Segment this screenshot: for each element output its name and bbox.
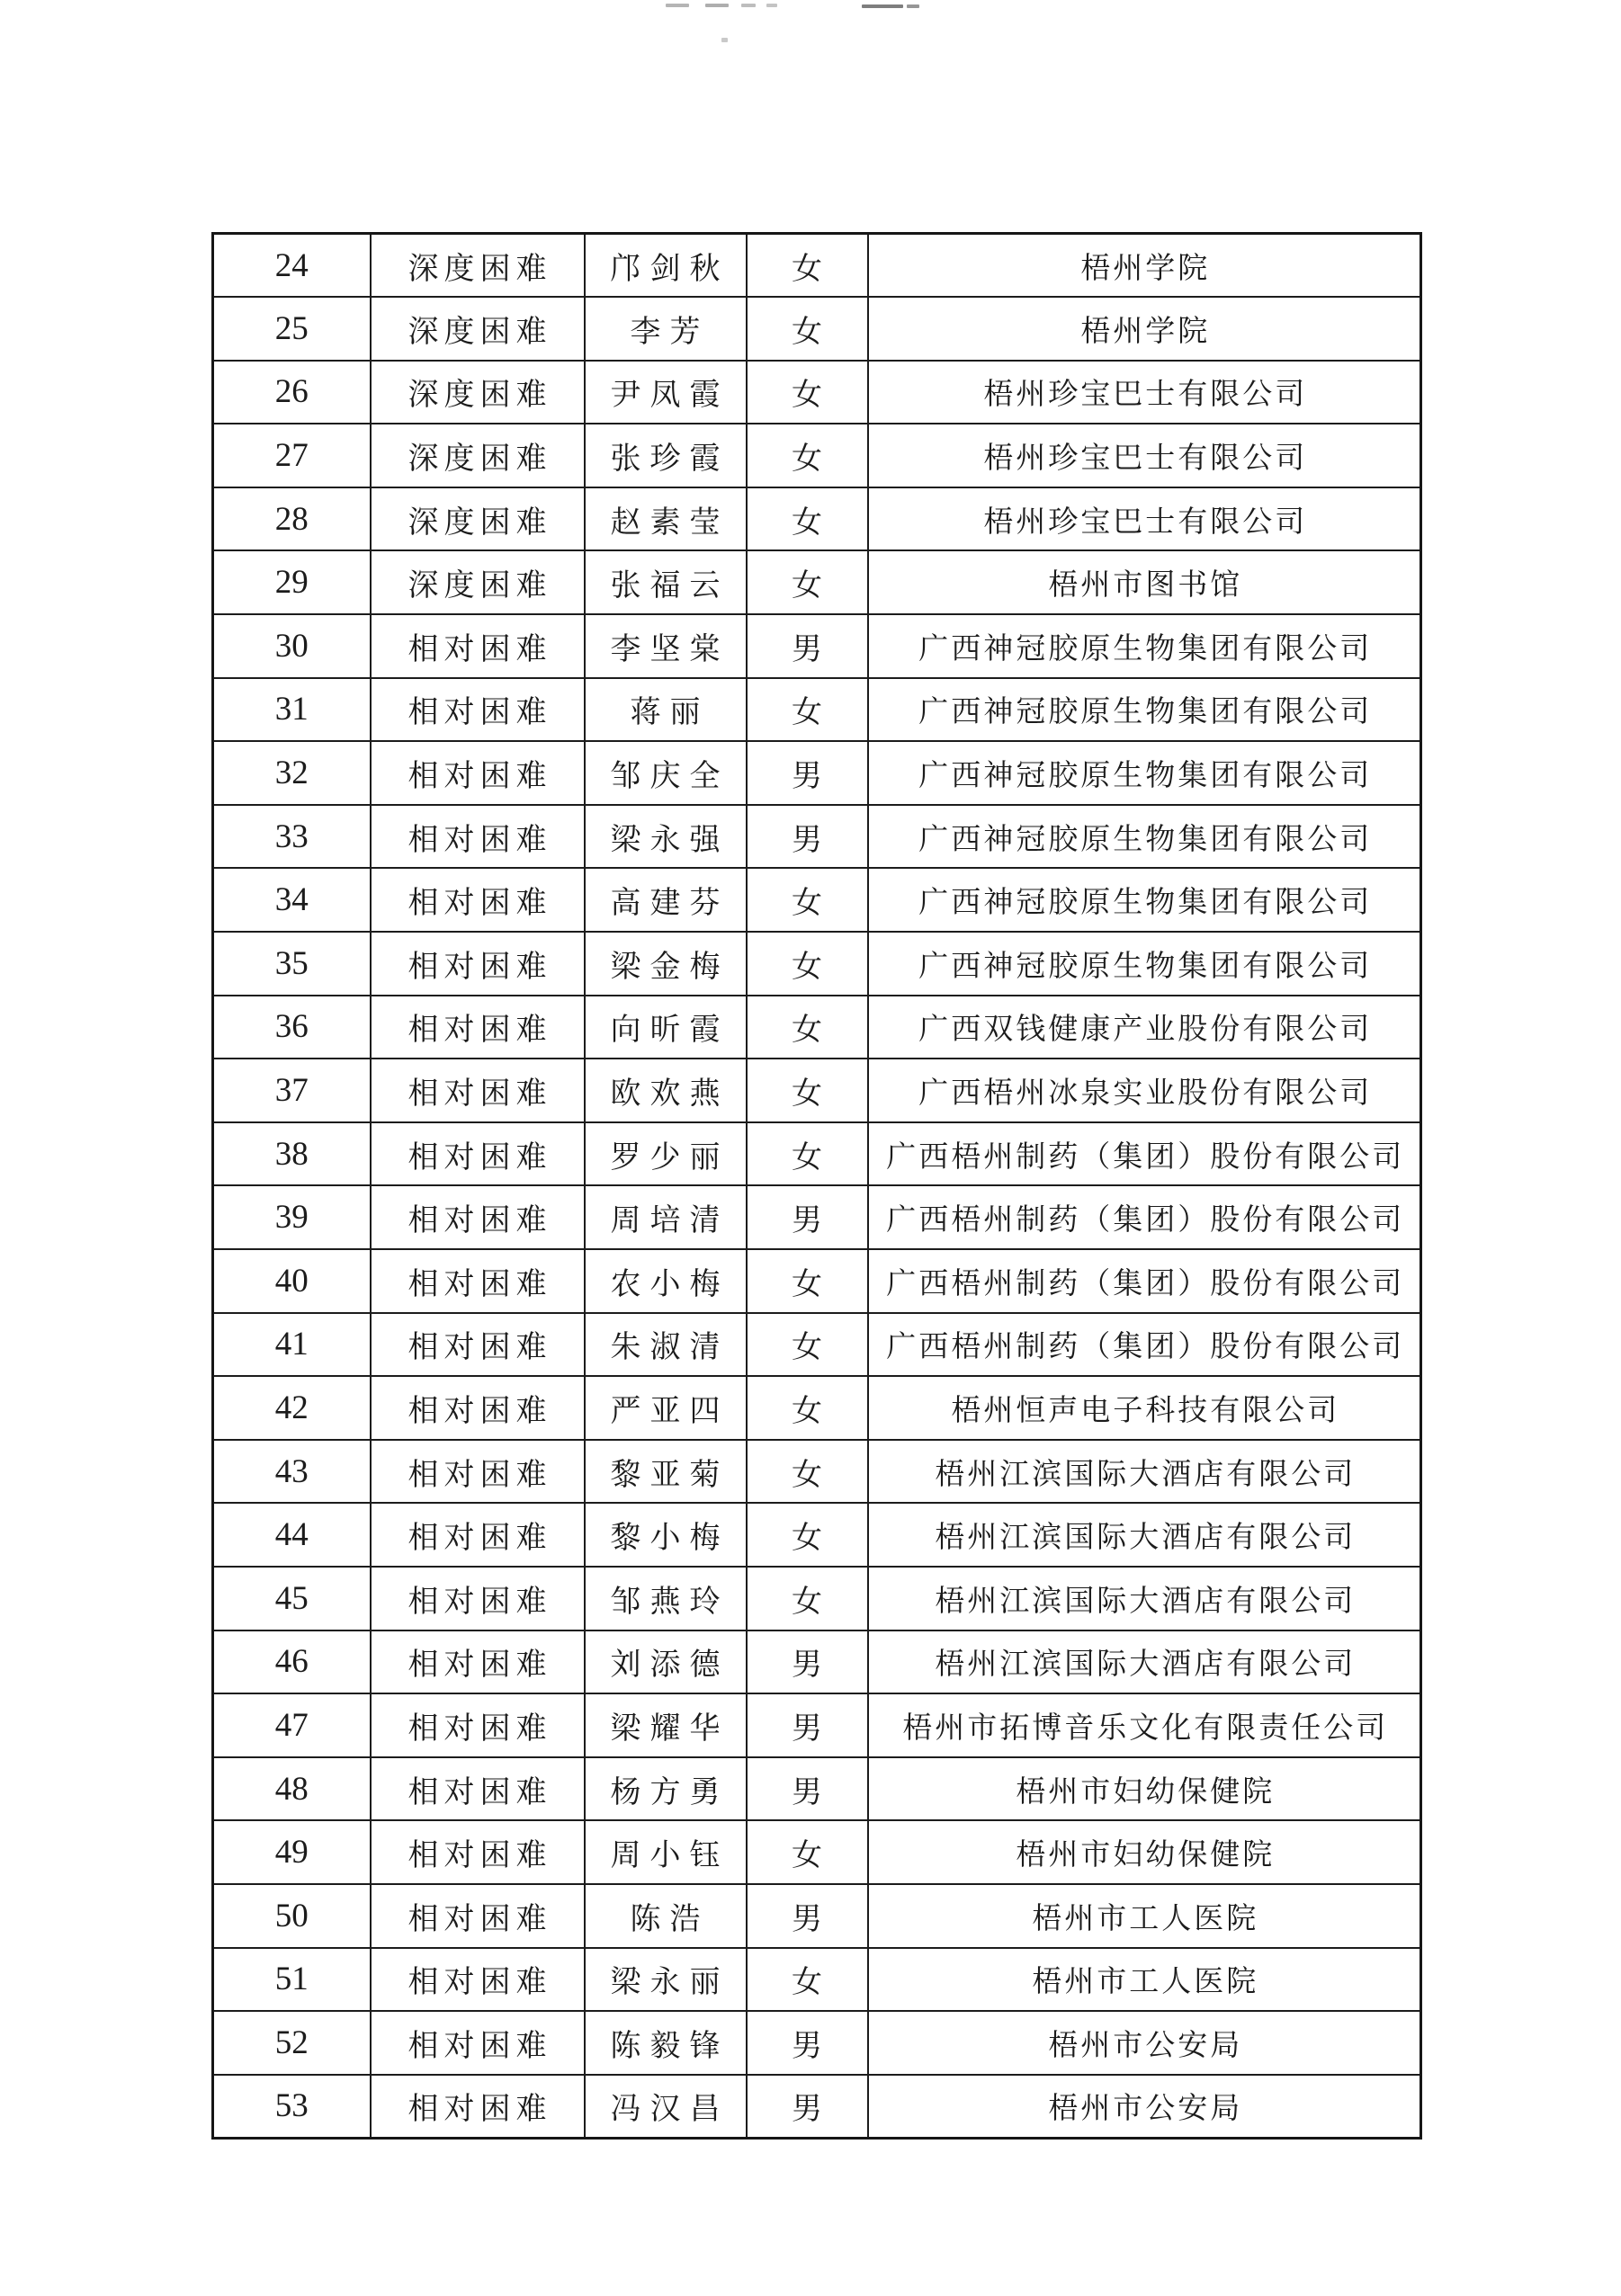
- cell-category: 相对困难: [371, 1884, 585, 1948]
- table-row: [213, 1757, 1421, 1821]
- table-row: [213, 868, 1421, 932]
- cell-name: 梁永丽: [585, 1948, 747, 2012]
- cell-gender: 女: [747, 424, 868, 487]
- cell-employer: 梧州江滨国际大酒店有限公司: [868, 1503, 1421, 1567]
- cell-name: 邹庆全: [585, 741, 747, 805]
- cell-number: 53: [213, 2075, 371, 2139]
- cell-employer: 梧州市妇幼保健院: [868, 1820, 1421, 1884]
- cell-category: 深度困难: [371, 487, 585, 551]
- cell-category: 相对困难: [371, 1440, 585, 1504]
- cell-employer: 梧州市图书馆: [868, 550, 1421, 614]
- cell-number: 42: [213, 1376, 371, 1440]
- cell-number: 40: [213, 1249, 371, 1313]
- table-row: [213, 424, 1421, 487]
- table-row: [213, 614, 1421, 678]
- table-row: [213, 1503, 1421, 1567]
- cell-category: 相对困难: [371, 1122, 585, 1186]
- cell-employer: 梧州学院: [868, 234, 1421, 298]
- cell-name: 李坚棠: [585, 614, 747, 678]
- table-body: [213, 234, 1421, 2139]
- cell-number: 45: [213, 1567, 371, 1630]
- table-row: [213, 741, 1421, 805]
- cell-employer: 梧州学院: [868, 297, 1421, 361]
- cell-gender: 女: [747, 487, 868, 551]
- cell-gender: 男: [747, 2011, 868, 2075]
- cell-number: 49: [213, 1820, 371, 1884]
- cell-employer: 梧州市工人医院: [868, 1884, 1421, 1948]
- cell-gender: 女: [747, 297, 868, 361]
- cell-name: 陈浩: [585, 1884, 747, 1948]
- cell-number: 25: [213, 297, 371, 361]
- table-row: [213, 1884, 1421, 1948]
- cell-employer: 广西神冠胶原生物集团有限公司: [868, 932, 1421, 996]
- cell-employer: 广西梧州制药（集团）股份有限公司: [868, 1313, 1421, 1377]
- cell-employer: 广西双钱健康产业股份有限公司: [868, 996, 1421, 1059]
- cell-employer: 梧州江滨国际大酒店有限公司: [868, 1630, 1421, 1694]
- table-row: [213, 1313, 1421, 1377]
- cell-employer: 广西神冠胶原生物集团有限公司: [868, 614, 1421, 678]
- cell-employer: 广西梧州冰泉实业股份有限公司: [868, 1059, 1421, 1122]
- cell-number: 37: [213, 1059, 371, 1122]
- cell-gender: 女: [747, 1948, 868, 2012]
- table-row: [213, 996, 1421, 1059]
- cell-category: 相对困难: [371, 805, 585, 869]
- cell-name: 陈毅锋: [585, 2011, 747, 2075]
- cell-employer: 梧州市工人医院: [868, 1948, 1421, 2012]
- cell-category: 相对困难: [371, 1503, 585, 1567]
- cell-number: 35: [213, 932, 371, 996]
- cell-number: 50: [213, 1884, 371, 1948]
- cell-employer: 梧州江滨国际大酒店有限公司: [868, 1440, 1421, 1504]
- cell-name: 蒋丽: [585, 678, 747, 742]
- cell-gender: 男: [747, 614, 868, 678]
- cell-number: 36: [213, 996, 371, 1059]
- scan-artifact: [721, 38, 728, 42]
- cell-gender: 男: [747, 1693, 868, 1757]
- cell-category: 深度困难: [371, 234, 585, 298]
- cell-category: 相对困难: [371, 741, 585, 805]
- cell-category: 相对困难: [371, 1567, 585, 1630]
- cell-category: 相对困难: [371, 1630, 585, 1694]
- table-row: [213, 1059, 1421, 1122]
- table-row: [213, 1440, 1421, 1504]
- table-row: [213, 1693, 1421, 1757]
- cell-category: 深度困难: [371, 424, 585, 487]
- cell-number: 30: [213, 614, 371, 678]
- cell-gender: 男: [747, 805, 868, 869]
- cell-gender: 女: [747, 1440, 868, 1504]
- cell-number: 47: [213, 1693, 371, 1757]
- cell-category: 相对困难: [371, 1185, 585, 1249]
- cell-name: 邝剑秋: [585, 234, 747, 298]
- cell-name: 刘添德: [585, 1630, 747, 1694]
- table-row: [213, 487, 1421, 551]
- cell-category: 相对困难: [371, 1376, 585, 1440]
- cell-number: 29: [213, 550, 371, 614]
- cell-employer: 梧州市公安局: [868, 2075, 1421, 2139]
- cell-number: 33: [213, 805, 371, 869]
- cell-gender: 女: [747, 1249, 868, 1313]
- cell-category: 相对困难: [371, 1948, 585, 2012]
- cell-category: 深度困难: [371, 550, 585, 614]
- cell-employer: 广西梧州制药（集团）股份有限公司: [868, 1185, 1421, 1249]
- cell-gender: 男: [747, 1757, 868, 1821]
- cell-number: 38: [213, 1122, 371, 1186]
- cell-number: 44: [213, 1503, 371, 1567]
- cell-employer: 广西梧州制药（集团）股份有限公司: [868, 1249, 1421, 1313]
- cell-number: 32: [213, 741, 371, 805]
- table-row: [213, 550, 1421, 614]
- cell-number: 51: [213, 1948, 371, 2012]
- cell-name: 梁永强: [585, 805, 747, 869]
- cell-name: 李芳: [585, 297, 747, 361]
- cell-category: 相对困难: [371, 1693, 585, 1757]
- cell-employer: 梧州珍宝巴士有限公司: [868, 361, 1421, 424]
- cell-gender: 女: [747, 1567, 868, 1630]
- cell-name: 张珍霞: [585, 424, 747, 487]
- cell-name: 梁耀华: [585, 1693, 747, 1757]
- cell-name: 农小梅: [585, 1249, 747, 1313]
- table-row: [213, 234, 1421, 298]
- cell-employer: 梧州市拓博音乐文化有限责任公司: [868, 1693, 1421, 1757]
- cell-name: 黎亚菊: [585, 1440, 747, 1504]
- cell-employer: 广西神冠胶原生物集团有限公司: [868, 868, 1421, 932]
- cell-name: 赵素莹: [585, 487, 747, 551]
- cell-number: 26: [213, 361, 371, 424]
- table-row: [213, 1820, 1421, 1884]
- scan-artifact: [766, 4, 777, 7]
- cell-name: 梁金梅: [585, 932, 747, 996]
- table-row: [213, 805, 1421, 869]
- scan-artifact: [666, 4, 689, 7]
- cell-number: 41: [213, 1313, 371, 1377]
- cell-number: 52: [213, 2011, 371, 2075]
- cell-name: 杨方勇: [585, 1757, 747, 1821]
- cell-category: 相对困难: [371, 1820, 585, 1884]
- cell-name: 高建芬: [585, 868, 747, 932]
- table-row: [213, 297, 1421, 361]
- table-row: [213, 1185, 1421, 1249]
- table-row: [213, 1630, 1421, 1694]
- cell-name: 朱淑清: [585, 1313, 747, 1377]
- scan-artifact: [862, 4, 903, 8]
- cell-employer: 广西神冠胶原生物集团有限公司: [868, 741, 1421, 805]
- cell-gender: 男: [747, 741, 868, 805]
- cell-number: 24: [213, 234, 371, 298]
- cell-employer: 梧州珍宝巴士有限公司: [868, 424, 1421, 487]
- cell-gender: 女: [747, 1059, 868, 1122]
- cell-employer: 广西神冠胶原生物集团有限公司: [868, 678, 1421, 742]
- cell-gender: 女: [747, 1313, 868, 1377]
- cell-number: 46: [213, 1630, 371, 1694]
- cell-category: 相对困难: [371, 1757, 585, 1821]
- cell-number: 28: [213, 487, 371, 551]
- cell-gender: 女: [747, 234, 868, 298]
- cell-number: 34: [213, 868, 371, 932]
- cell-employer: 梧州恒声电子科技有限公司: [868, 1376, 1421, 1440]
- cell-category: 相对困难: [371, 1249, 585, 1313]
- cell-employer: 梧州市公安局: [868, 2011, 1421, 2075]
- table-row: [213, 1948, 1421, 2012]
- cell-gender: 女: [747, 932, 868, 996]
- cell-number: 39: [213, 1185, 371, 1249]
- cell-category: 相对困难: [371, 614, 585, 678]
- cell-number: 27: [213, 424, 371, 487]
- cell-gender: 女: [747, 1820, 868, 1884]
- cell-gender: 女: [747, 1376, 868, 1440]
- cell-category: 相对困难: [371, 1059, 585, 1122]
- table-row: [213, 932, 1421, 996]
- cell-gender: 男: [747, 1884, 868, 1948]
- table-row: [213, 2011, 1421, 2075]
- cell-gender: 男: [747, 1185, 868, 1249]
- table-row: [213, 2075, 1421, 2139]
- cell-name: 严亚四: [585, 1376, 747, 1440]
- cell-name: 欧欢燕: [585, 1059, 747, 1122]
- cell-name: 周培清: [585, 1185, 747, 1249]
- cell-name: 向昕霞: [585, 996, 747, 1059]
- scan-artifact: [705, 4, 729, 7]
- cell-category: 深度困难: [371, 361, 585, 424]
- cell-number: 43: [213, 1440, 371, 1504]
- table-row: [213, 1376, 1421, 1440]
- cell-category: 深度困难: [371, 297, 585, 361]
- cell-name: 周小钰: [585, 1820, 747, 1884]
- table-row: [213, 1122, 1421, 1186]
- cell-name: 冯汉昌: [585, 2075, 747, 2139]
- table-row: [213, 1249, 1421, 1313]
- cell-gender: 女: [747, 1503, 868, 1567]
- cell-name: 张福云: [585, 550, 747, 614]
- cell-employer: 广西梧州制药（集团）股份有限公司: [868, 1122, 1421, 1186]
- table-row: [213, 361, 1421, 424]
- cell-category: 相对困难: [371, 868, 585, 932]
- cell-name: 黎小梅: [585, 1503, 747, 1567]
- cell-category: 相对困难: [371, 1313, 585, 1377]
- table-row: [213, 1567, 1421, 1630]
- cell-gender: 男: [747, 2075, 868, 2139]
- cell-gender: 女: [747, 868, 868, 932]
- cell-category: 相对困难: [371, 2011, 585, 2075]
- cell-name: 罗少丽: [585, 1122, 747, 1186]
- cell-employer: 梧州江滨国际大酒店有限公司: [868, 1567, 1421, 1630]
- cell-employer: 梧州市妇幼保健院: [868, 1757, 1421, 1821]
- cell-employer: 广西神冠胶原生物集团有限公司: [868, 805, 1421, 869]
- cell-name: 尹凤霞: [585, 361, 747, 424]
- cell-gender: 女: [747, 996, 868, 1059]
- scan-artifact: [741, 4, 756, 7]
- roster-table: [211, 232, 1422, 2140]
- cell-number: 48: [213, 1757, 371, 1821]
- table-row: [213, 678, 1421, 742]
- cell-category: 相对困难: [371, 996, 585, 1059]
- cell-name: 邹燕玲: [585, 1567, 747, 1630]
- cell-gender: 男: [747, 1630, 868, 1694]
- cell-category: 相对困难: [371, 2075, 585, 2139]
- cell-gender: 女: [747, 1122, 868, 1186]
- cell-number: 31: [213, 678, 371, 742]
- cell-category: 相对困难: [371, 932, 585, 996]
- cell-gender: 女: [747, 678, 868, 742]
- cell-gender: 女: [747, 361, 868, 424]
- cell-category: 相对困难: [371, 678, 585, 742]
- cell-gender: 女: [747, 550, 868, 614]
- scan-artifact: [907, 4, 919, 8]
- cell-employer: 梧州珍宝巴士有限公司: [868, 487, 1421, 551]
